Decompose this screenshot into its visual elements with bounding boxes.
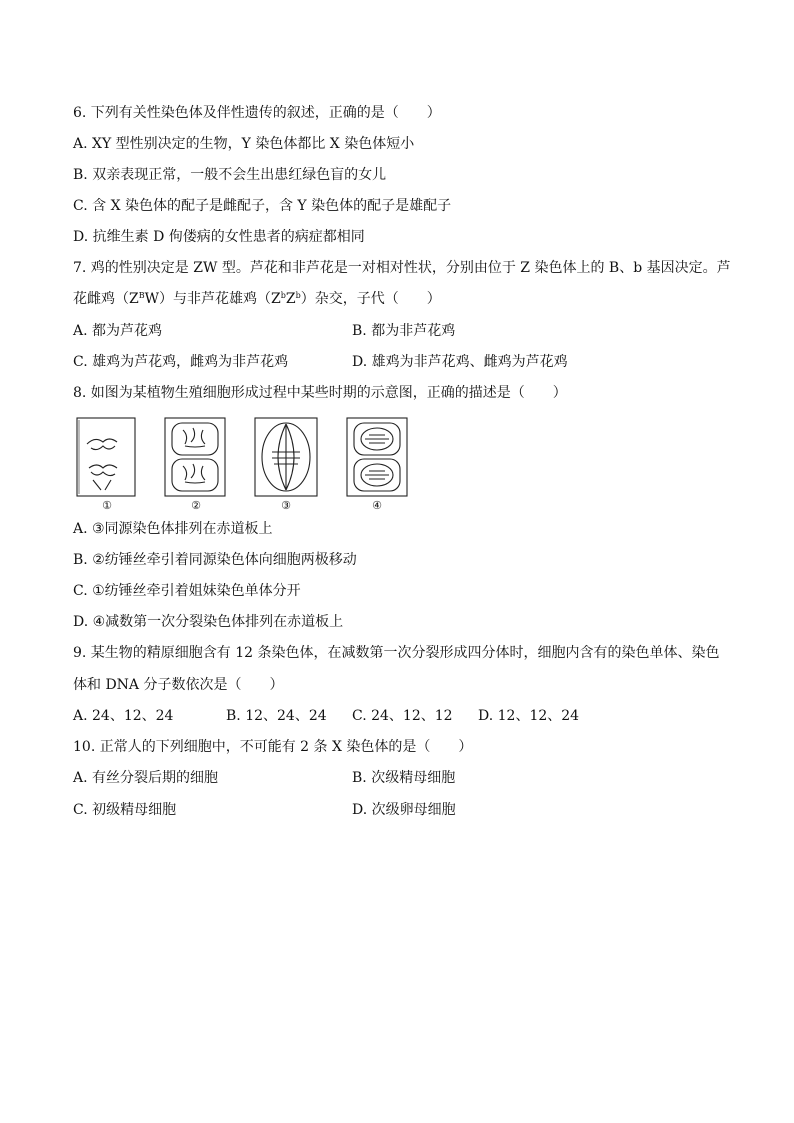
cell-3-drawing <box>255 418 317 496</box>
q7-sup-2: b <box>280 291 286 300</box>
q6-stem: 6. 下列有关性染色体及伴性遗传的叙述，正确的是（ ） <box>73 105 441 121</box>
cell-1-drawing <box>77 418 135 496</box>
q10-option-b: B. 次级精母细胞 <box>352 770 456 786</box>
q10-option-c: C. 初级精母细胞 <box>73 802 177 818</box>
cell-4-drawing <box>347 418 407 496</box>
q9-option-d: D. 12、12、24 <box>478 708 580 724</box>
cell-division-figure <box>73 414 413 514</box>
q10-stem: 10. 正常人的下列细胞中，不可能有 2 条 X 染色体的是（ ） <box>73 739 473 755</box>
q8-option-b: B. ②纺锤丝牵引着同源染色体向细胞两极移动 <box>73 552 357 568</box>
q8-option-d: D. ④减数第一次分裂染色体排列在赤道板上 <box>73 614 344 630</box>
q7-sup-1: B <box>138 291 145 300</box>
q6-option-a: A. XY 型性别决定的生物，Y 染色体都比 X 染色体短小 <box>73 136 415 152</box>
q7-stem-part-d: ）杂交，子代（ ） <box>300 291 441 307</box>
cell-2-drawing <box>165 418 225 496</box>
q8-option-c: C. ①纺锤丝牵引着姐妹染色单体分开 <box>73 583 301 599</box>
cell-label-3: ③ <box>281 499 291 512</box>
q7-stem-line1: 7. 鸡的性别决定是 ZW 型。芦花和非芦花是一对相对性状，分别由位于 Z 染色体上的 B、b 基因决定。芦 <box>73 260 731 276</box>
cell-division-diagram <box>73 414 413 500</box>
q7-option-a: A. 都为芦花鸡 <box>73 323 163 339</box>
q9-option-a: A. 24、12、24 <box>73 708 174 724</box>
q7-stem-line2 <box>73 290 441 308</box>
q10-option-a: A. 有丝分裂后期的细胞 <box>73 770 219 786</box>
q6-option-b: B. 双亲表现正常，一般不会生出患红绿色盲的女儿 <box>73 167 387 183</box>
cell-label-2: ② <box>191 499 201 512</box>
q9-option-b: B. 12、24、24 <box>226 708 327 724</box>
q10-option-d: D. 次级卵母细胞 <box>352 802 456 818</box>
q8-stem: 8. 如图为某植物生殖细胞形成过程中某些时期的示意图，正确的描述是（ ） <box>73 385 567 401</box>
q6-option-d: D. 抗维生素 D 佝偻病的女性患者的病症都相同 <box>73 229 365 245</box>
q9-stem-line2: 体和 DNA 分子数依次是（ ） <box>73 677 284 693</box>
q9-stem-line1: 9. 某生物的精原细胞含有 12 条染色体，在减数第一次分裂形成四分体时，细胞内含有的染色单体、染色 <box>73 645 720 661</box>
q9-option-c: C. 24、12、12 <box>352 708 453 724</box>
q7-stem-part-c: Z <box>285 291 296 307</box>
q8-option-a: A. ③同源染色体排列在赤道板上 <box>73 521 273 537</box>
cell-label-4: ④ <box>372 499 382 512</box>
q7-option-d: D. 雄鸡为非芦花鸡、雌鸡为芦花鸡 <box>352 354 568 370</box>
q7-option-b: B. 都为非芦花鸡 <box>352 323 456 339</box>
q7-sup-3: b <box>295 291 301 300</box>
cell-label-1: ① <box>102 499 112 512</box>
q6-option-c: C. 含 X 染色体的配子是雌配子，含 Y 染色体的配子是雄配子 <box>73 198 452 214</box>
q7-option-c: C. 雄鸡为芦花鸡，雌鸡为非芦花鸡 <box>73 354 289 370</box>
q7-stem-part-a: 花雌鸡（Z <box>73 291 139 307</box>
q7-stem-part-b: W）与非芦花雄鸡（Z <box>144 291 281 307</box>
